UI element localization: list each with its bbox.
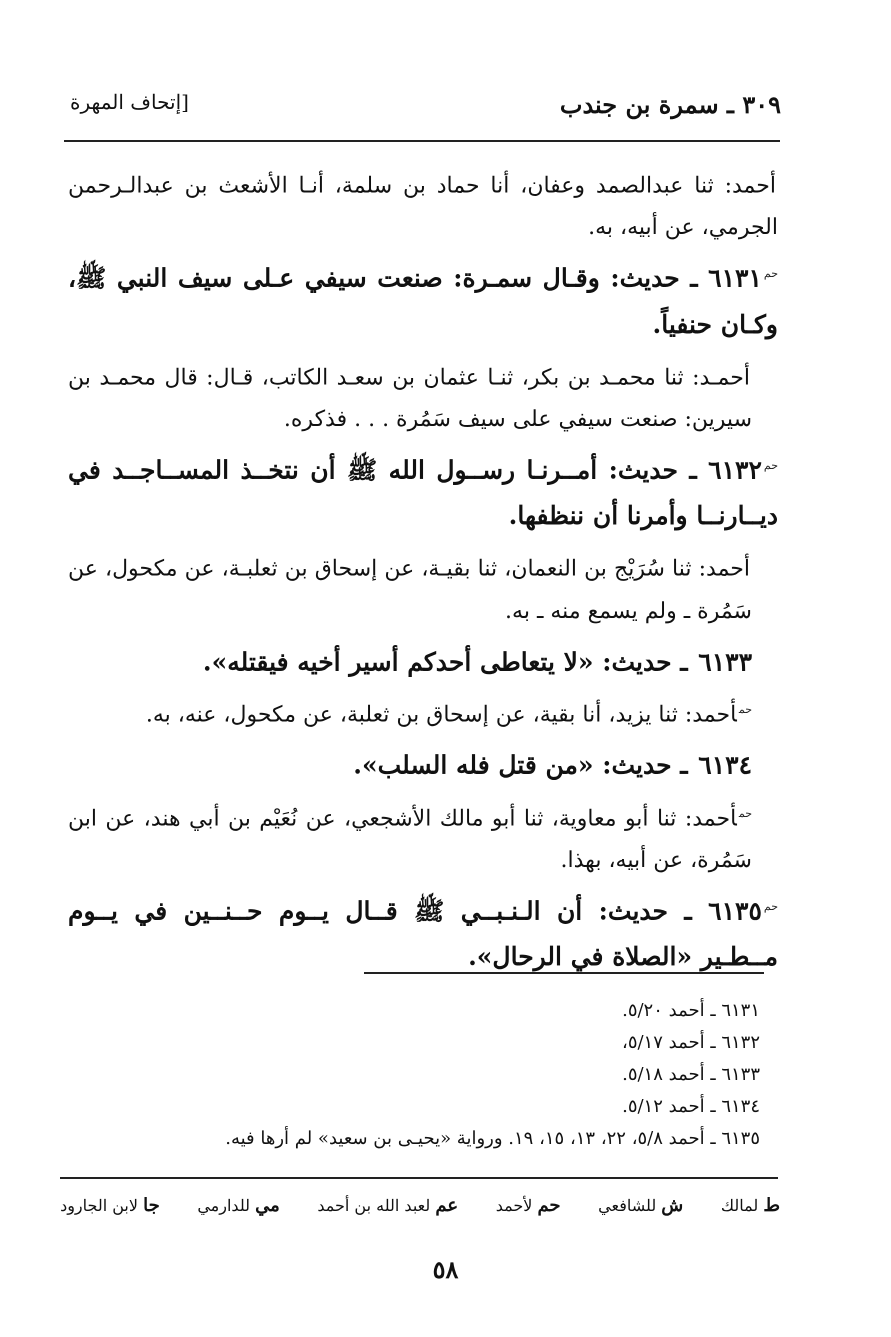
footnotes: [110, 995, 760, 1155]
header-divider: [64, 140, 780, 142]
footnote: ٦١٣١ ـ أحمد ٥/٢٠.: [622, 1000, 760, 1021]
paragraph: $^{حم}$أحمد: ثنا أبو معاوية، ثنا أبو مالك الأشجعي، عن نُعَيْم بن أبي هند، عن ابن سَمُرة، عن أبيه، بهذا.: [68, 805, 752, 873]
source-tag: حم: [763, 458, 778, 472]
header-book-title: [إتحاف المهرة: [70, 90, 189, 114]
hadith-entry: ٦١٣٤ ـ حديث: «من قتل فله السلب».: [353, 750, 752, 780]
paragraph: أحمد: ثنا سُرَيْج بن النعمان، ثنا بقيـة، عن إسحاق بن ثعلبـة، عن مكحول، عن سَمُرة ـ ولم يسمع منه ـ به.: [68, 556, 752, 624]
legend-item: عم لعبد الله بن أحمد: [317, 1195, 459, 1216]
abbreviation-legend: [60, 1195, 780, 1216]
page-body: [68, 160, 778, 984]
paragraph: $^{حم}$أحمد: ثنا يزيد، أنا بقية، عن إسحاق بن ثعلبة، عن مكحول، عنه، به.: [145, 702, 752, 728]
hadith-entry: $^{حم}$٦١٣١ ـ حديث: وقـال سمـرة: صنعت سيفي عـلى سيف النبي ﷺ، وكـان حنفياً.: [68, 263, 778, 339]
page-number: ٥٨: [432, 1255, 459, 1284]
footnote: ٦١٣٣ ـ أحمد ٥/١٨.: [622, 1064, 760, 1085]
footnote-divider: [364, 972, 764, 974]
footnote: ٦١٣٢ ـ أحمد ٥/١٧،: [622, 1032, 760, 1053]
legend-divider: [60, 1177, 778, 1179]
legend-item: ش للشافعي: [598, 1195, 684, 1216]
paragraph: أحمـد: ثنا محمـد بن بكر، ثنـا عثمان بن سعـد الكاتب، قـال: قال محمـد بن سيرين: صنعت سيفي على سيف سَمُرة . . . فذكره.: [68, 364, 752, 432]
source-tag: حم: [738, 702, 752, 716]
source-tag: حم: [738, 806, 752, 820]
source-tag: حم: [763, 267, 778, 281]
header-title: ٣٠٩ ـ سمرة بن جندب: [559, 90, 781, 119]
hadith-entry: ٦١٣٣ ـ حديث: «لا يتعاطى أحدكم أسير أخيه فيقتله».: [202, 646, 752, 676]
hadith-entry: $^{حم}$٦١٣٥ ـ حديث: أن الـنـبــي ﷺ قــال يــوم حــنــين في يــوم مــطـير «الصلاة في الرحال».: [68, 896, 778, 972]
legend-item: ط لمالك: [720, 1195, 780, 1216]
legend-item: حم لأحمد: [495, 1195, 561, 1216]
hadith-entry: $^{حم}$٦١٣٢ ـ حديث: أمــرنـا رســول الله ﷺ أن نتخــذ المســاجــد في ديــارنــا وأمرنا أن ننظفها.: [68, 455, 778, 531]
footnote: ٦١٣٤ ـ أحمد ٥/١٢.: [622, 1096, 760, 1117]
footnote: ٦١٣٥ ـ أحمد ٥/٨، ٢٢، ١٣، ١٥، ١٩. ورواية «يحيـى بن سعيد» لم أرها فيه.: [225, 1128, 760, 1149]
legend-item: مي للدارمي: [197, 1195, 280, 1216]
source-tag: حم: [763, 899, 778, 913]
legend-item: جا لابن الجارود: [60, 1195, 160, 1216]
paragraph: أحمد: ثنا عبدالصمد وعفان، أنا حماد بن سلمة، أنـا الأشعث بن عبدالـرحمن الجرمي، عن أبيه، به.: [68, 173, 778, 241]
